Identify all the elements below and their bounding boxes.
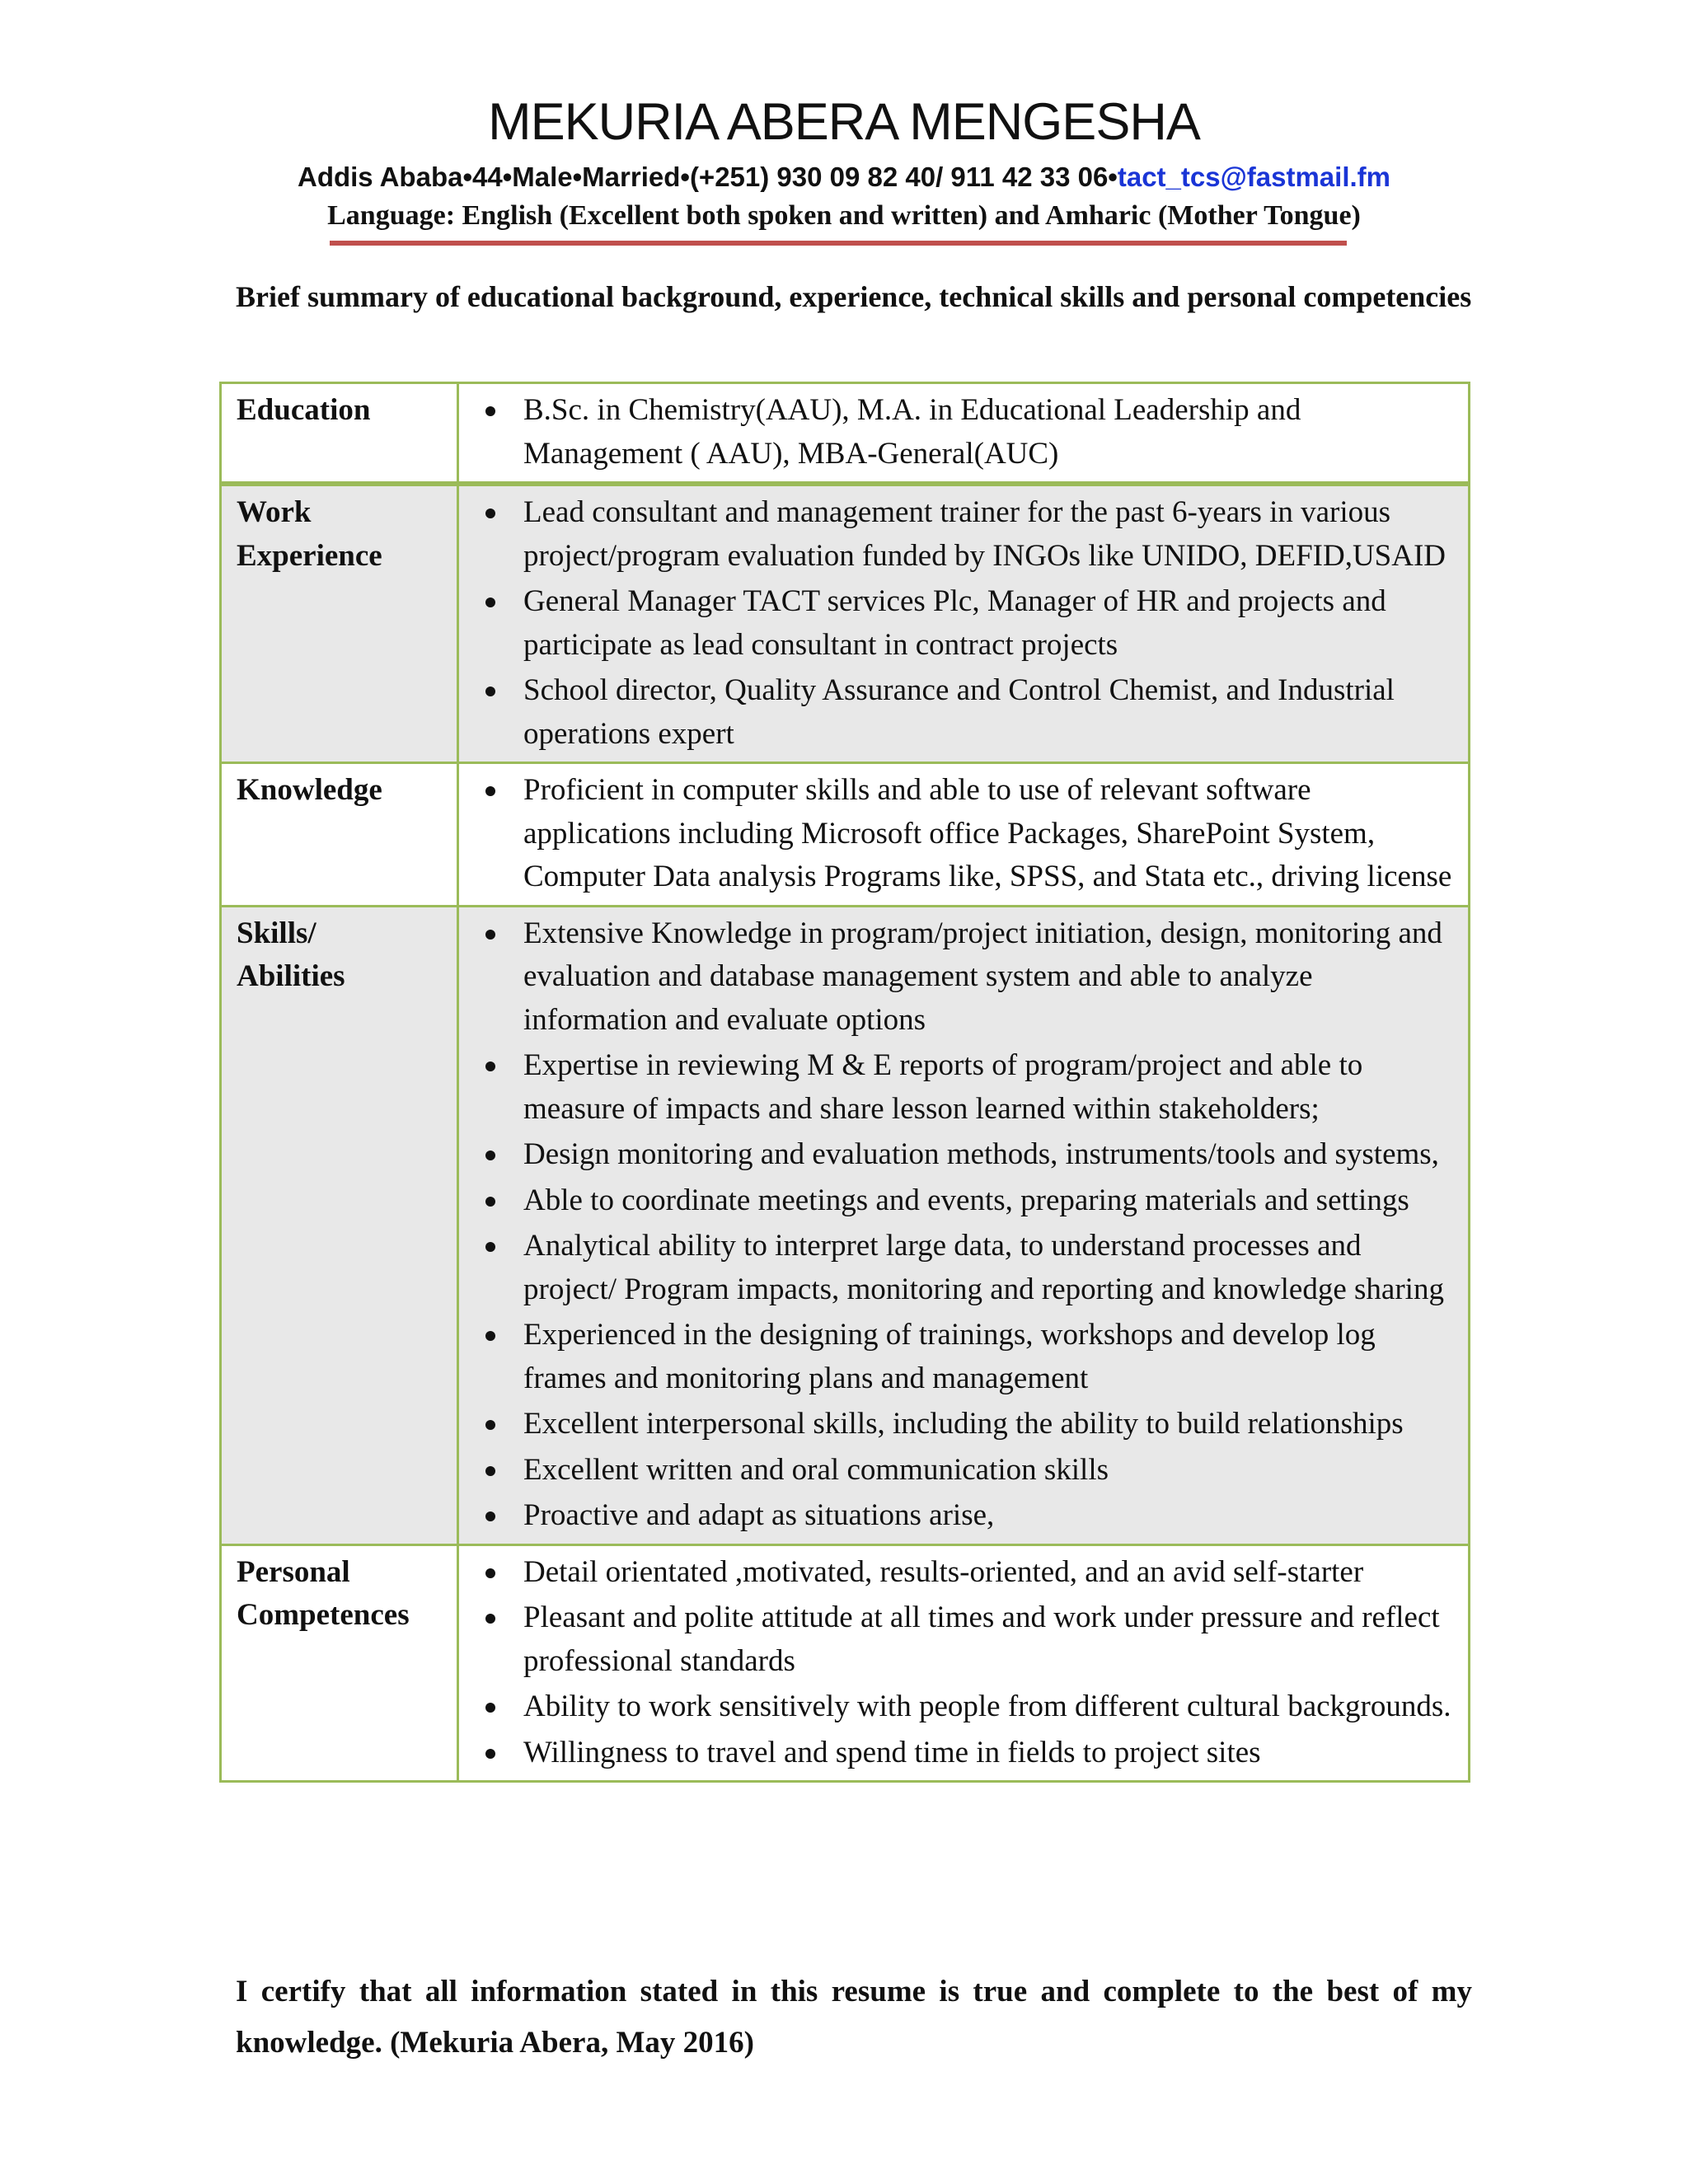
list-item (459, 1314, 1460, 1400)
candidate-name: MEKURIA ABERA MENGESHA (488, 93, 1200, 151)
list-item-text: School director, Quality Assurance and Control Chemist, and Industrial operations expert (523, 673, 1395, 751)
section-label-skills-abilities (221, 906, 458, 1544)
list-item-text: Ability to work sensitively with people from different cultural backgrounds. (523, 1690, 1451, 1723)
section-row-work-experience (221, 484, 1470, 763)
bullet-icon (485, 1511, 495, 1521)
list-item-text: Design monitoring and evaluation methods, instruments/tools and systems, (523, 1137, 1439, 1171)
bullet-list (459, 912, 1460, 1538)
list-item (459, 912, 1460, 1043)
bullet-icon (485, 1331, 495, 1341)
section-content-knowledge (458, 763, 1470, 907)
section-content-skills-abilities (458, 906, 1470, 1544)
list-item-text: Expertise in reviewing M & E reports of program/project and able to measure of impacts and share lesson learned within stakeholders; (523, 1048, 1363, 1126)
bullet-icon (485, 1568, 495, 1578)
qualifications-table (219, 382, 1470, 1783)
bullet-icon (485, 930, 495, 940)
list-item (459, 769, 1460, 899)
section-label-line: Knowledge (237, 773, 382, 807)
section-label-personal-competences (221, 1544, 458, 1782)
bullet-icon (485, 1703, 495, 1713)
bullet-icon (485, 598, 495, 607)
list-item-text: Lead consultant and management trainer for the past 6-years in various project/program evaluation funded by INGOs like UNIDO, DEFID,USAID (523, 495, 1447, 573)
section-label-line: Skills/ (237, 916, 316, 950)
list-item (459, 1044, 1460, 1131)
bullet-list (459, 1551, 1460, 1775)
bullet-icon (485, 1614, 495, 1624)
section-label-education (221, 383, 458, 485)
bullet-icon (485, 1197, 495, 1207)
section-row-skills-abilities (221, 906, 1470, 1544)
contact-line (0, 162, 1688, 193)
list-item (459, 669, 1460, 756)
bullet-icon (485, 1420, 495, 1430)
list-item (459, 1225, 1460, 1311)
list-item-text: B.Sc. in Chemistry(AAU), M.A. in Educational Leadership and Management ( AAU), MBA-General(AUC) (523, 393, 1301, 471)
section-label-line: Work (237, 495, 312, 529)
list-item (459, 491, 1460, 578)
list-item-text: Excellent interpersonal skills, including the ability to build relationships (523, 1407, 1404, 1441)
list-item (459, 1494, 1460, 1538)
list-item (459, 1685, 1460, 1729)
list-item-text: Excellent written and oral communication skills (523, 1452, 1109, 1487)
list-item-text: Able to coordinate meetings and events, preparing materials and settings (523, 1183, 1409, 1217)
summary-heading: Brief summary of educational background, experience, technical skills and personal competencies (236, 280, 1472, 313)
list-item-text: Extensive Knowledge in program/project initiation, design, monitoring and evaluation and database management system and able to analyze information and evaluate options (523, 916, 1442, 1037)
bullet-list (459, 491, 1460, 756)
bullet-icon (485, 509, 495, 518)
section-label-knowledge (221, 763, 458, 907)
list-item-text: Willingness to travel and spend time in fields to project sites (523, 1735, 1261, 1769)
certification-statement: I certify that all information stated in this resume is true and complete to the best of my knowledge. (Mekuria Abera, May 2016) (236, 1975, 1472, 2060)
list-item (459, 1449, 1460, 1493)
section-label-line: Education (237, 393, 371, 427)
list-item-text: Detail orientated ,motivated, results-oriented, and an avid self-starter (523, 1554, 1364, 1589)
bullet-icon (485, 1062, 495, 1071)
section-content-work-experience (458, 484, 1470, 763)
list-item (459, 580, 1460, 667)
list-item-text: Proactive and adapt as situations arise, (523, 1498, 995, 1532)
section-row-knowledge (221, 763, 1470, 907)
bullet-icon (485, 1466, 495, 1476)
bullet-icon (485, 1151, 495, 1160)
bullet-list (459, 389, 1460, 476)
list-item (459, 1732, 1460, 1775)
list-item (459, 389, 1460, 476)
list-item-text: General Manager TACT services Plc, Manager of HR and projects and participate as lead consultant in contract projects (523, 584, 1386, 662)
list-item-text: Proficient in computer skills and able to use of relevant software applications including Microsoft office Packages, SharePoint System, Computer Data analysis Programs like, SPSS, and Stata etc., driving license (523, 773, 1452, 893)
section-label-line: Personal (237, 1554, 350, 1589)
contact-details: Addis Ababa•44•Male•Married•(+251) 930 09 82 40/ 911 42 33 06• (297, 162, 1118, 192)
email-link[interactable]: tact_tcs@fastmail.fm (1117, 162, 1390, 192)
list-item-text: Analytical ability to interpret large data, to understand processes and project/ Program impacts, monitoring and reporting and knowledge sharing (523, 1229, 1444, 1306)
bullet-icon (485, 687, 495, 696)
section-content-personal-competences (458, 1544, 1470, 1782)
list-item (459, 1179, 1460, 1223)
section-row-education (221, 383, 1470, 485)
bullet-icon (485, 1749, 495, 1759)
section-label-line: Experience (237, 538, 382, 573)
section-label-line: Abilities (237, 959, 345, 993)
list-item-text: Experienced in the designing of trainings, workshops and develop log frames and monitoring plans and management (523, 1318, 1376, 1395)
bullet-icon (485, 786, 495, 796)
language-line: Language: English (Excellent both spoken and written) and Amharic (Mother Tongue) (327, 200, 1361, 231)
list-item (459, 1551, 1460, 1595)
list-item (459, 1596, 1460, 1683)
bullet-list (459, 769, 1460, 899)
list-item (459, 1403, 1460, 1446)
section-content-education (458, 383, 1470, 485)
bullet-icon (485, 406, 495, 416)
bullet-icon (485, 1242, 495, 1252)
header-divider (330, 241, 1347, 246)
section-row-personal-competences (221, 1544, 1470, 1782)
section-label-work-experience (221, 484, 458, 763)
list-item (459, 1133, 1460, 1177)
section-label-line: Competences (237, 1598, 410, 1632)
list-item-text: Pleasant and polite attitude at all times and work under pressure and reflect professional standards (523, 1601, 1440, 1678)
